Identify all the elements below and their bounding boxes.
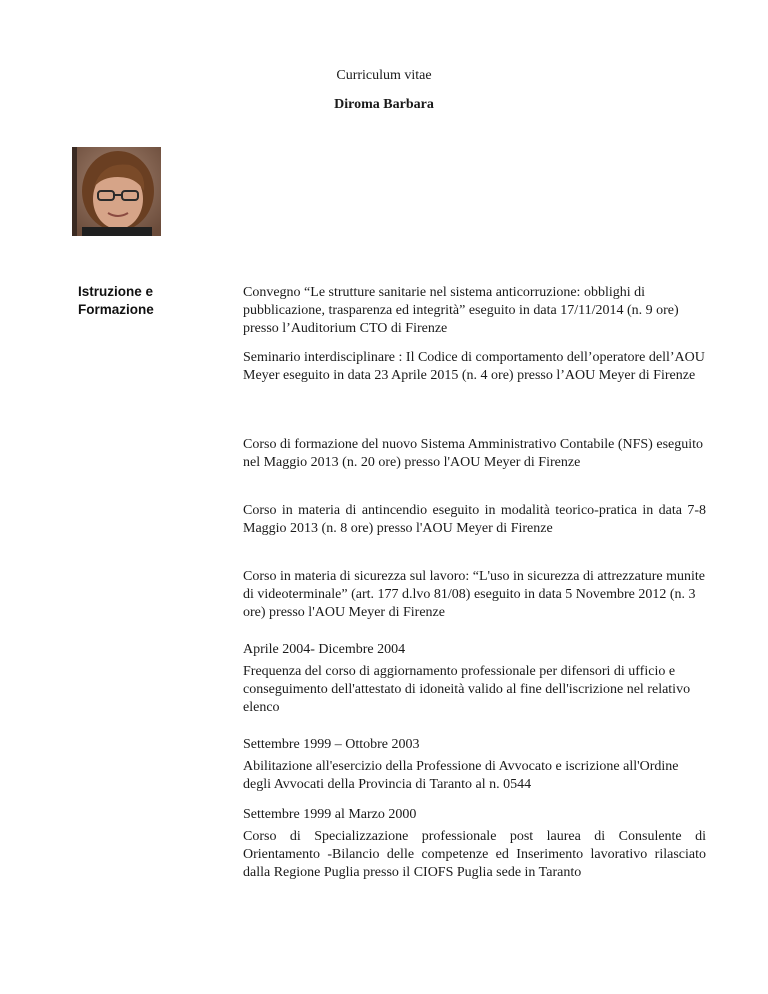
- entry-text: Corso in materia di antincendio eseguito in modalità teorico-pratica in data 7-8 Maggio 2013 (n. 8 ore) presso l'AOU Meyer di Firenze: [243, 503, 706, 536]
- profile-photo-image: [72, 147, 161, 236]
- entry-specializzazione: [243, 806, 706, 882]
- entry-convegno-anticorruzione: [243, 284, 706, 338]
- entry-text: Corso di Specializzazione professionale post laurea di Consulente di Orientamento -Bilancio delle competenze ed Inserimento lavorativo rilasciato dalla Regione Puglia presso il CIOFS Puglia sede in Taranto: [243, 829, 706, 880]
- profile-photo: [72, 147, 161, 236]
- entry-text: Seminario interdisciplinare : Il Codice di comportamento dell’operatore dell’AOU Meyer eseguito in data 23 Aprile 2015 (n. 4 ore) presso l’AOU Meyer di Firenze: [243, 350, 705, 383]
- entry-date: Settembre 1999 al Marzo 2000: [243, 807, 417, 822]
- entry-difensori-ufficio: [243, 641, 706, 717]
- section-label-education: [78, 283, 208, 319]
- entry-text: Convegno “Le strutture sanitarie nel sistema anticorruzione: obblighi di pubblicazione, trasparenza ed integrità” eseguito in data 17/11/2014 (n. 9 ore) presso l’Auditorium CTO di Firenze: [243, 285, 679, 336]
- entry-text: Corso in materia di sicurezza sul lavoro: “L'uso in sicurezza di attrezzature munite di videoterminale” (art. 177 d.lvo 81/08) eseguito in data 5 Novembre 2012 (n. 3 ore) presso l'AOU Meyer di Firenze: [243, 569, 706, 620]
- entry-corso-antincendio: [243, 502, 706, 538]
- section-label-line2: Formazione: [78, 302, 154, 317]
- entry-seminario-codice: [243, 349, 706, 385]
- entry-date: Settembre 1999 – Ottobre 2003: [243, 737, 420, 752]
- entry-abilitazione-avvocato: [243, 736, 706, 794]
- entry-corso-nfs: [243, 436, 706, 472]
- entry-text: Corso di formazione del nuovo Sistema Amministrativo Contabile (NFS) eseguito nel Maggio 2013 (n. 20 ore) presso l'AOU Meyer di Firenze: [243, 437, 704, 470]
- entry-text: Frequenza del corso di aggiornamento professionale per difensori di ufficio e conseguimento dell'attestato di idoneità valido al fine dell'iscrizione nel relativo elenco: [243, 664, 691, 715]
- person-name: Diroma Barbara: [334, 97, 434, 112]
- entry-date: Aprile 2004- Dicembre 2004: [243, 642, 406, 657]
- section-label-line1: Istruzione e: [78, 284, 154, 299]
- entry-text: Abilitazione all'esercizio della Professione di Avvocato e iscrizione all'Ordine degli Avvocati della Provincia di Taranto al n. 0544: [243, 759, 679, 792]
- entry-corso-sicurezza: [243, 568, 706, 622]
- document-title: Curriculum vitae: [336, 68, 432, 83]
